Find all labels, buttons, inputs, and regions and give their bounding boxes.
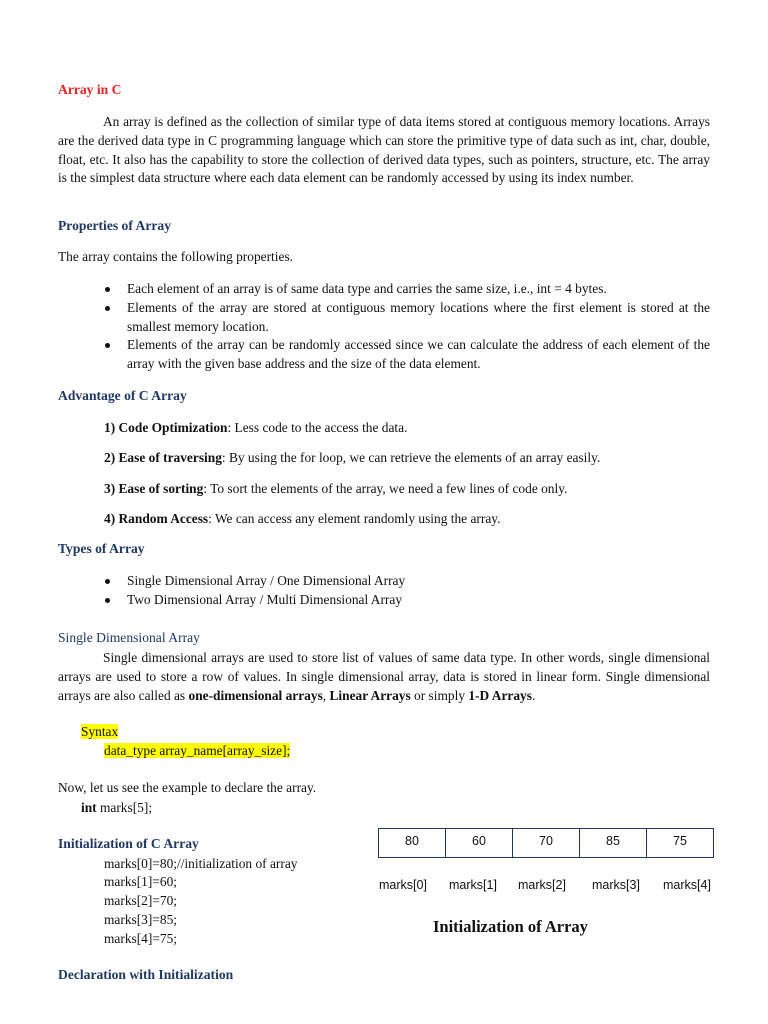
list-item: Elements of the array are stored at contiguous memory locations where the first element is stored at the smallest memory location. <box>58 299 710 337</box>
syntax-code-text: data_type array_name[array_size]; <box>104 743 291 758</box>
code-text: marks[5]; <box>96 800 153 815</box>
array-cell: 70 <box>512 828 580 858</box>
example-lead: Now, let us see the example to declare the array. <box>58 780 317 795</box>
init-line: marks[2]=70; <box>104 893 178 908</box>
advantage-item <box>104 480 567 498</box>
advantage-term: 3) Ease of sorting <box>104 481 204 496</box>
declaration-with-initialization-heading: Declaration with Initialization <box>58 967 234 982</box>
init-line: marks[4]=75; <box>104 931 178 946</box>
advantage-term: 2) Ease of traversing <box>104 450 222 465</box>
advantage-item <box>104 510 500 528</box>
paragraph-text: , <box>322 687 330 703</box>
init-line: marks[0]=80;//initialization of array <box>104 856 298 871</box>
advantage-item <box>104 449 600 467</box>
syntax-label <box>81 723 118 742</box>
properties-heading: Properties of Array <box>58 218 171 233</box>
advantage-text: : We can access any element randomly using the array. <box>208 511 501 526</box>
array-index-label: marks[3] <box>592 878 640 892</box>
paragraph-text: . <box>531 687 536 703</box>
types-heading: Types of Array <box>58 541 145 556</box>
paragraph-text: Single dimensional arrays are used to store list of values of same data type. In other words, single dimensional arrays are used to store a row of values. In single dimensional array, data is stored in linear form. Single dimensional arrays are also called as <box>58 650 710 703</box>
array-diagram <box>378 828 714 858</box>
advantage-term: 4) Random Access <box>104 511 209 526</box>
initialization-heading: Initialization of C Array <box>58 836 199 851</box>
diagram-caption: Initialization of Array <box>433 917 588 936</box>
bold-term: 1-D Arrays <box>468 687 532 703</box>
single-dimensional-heading: Single Dimensional Array <box>58 630 200 645</box>
list-item: Two Dimensional Array / Multi Dimensional Array <box>58 591 710 610</box>
array-cell: 60 <box>445 828 513 858</box>
array-index-label: marks[4] <box>663 878 711 892</box>
advantage-text: : By using the for loop, we can retrieve the elements of an array easily. <box>221 450 601 465</box>
syntax-label-text: Syntax <box>81 724 119 739</box>
advantage-text: : To sort the elements of the array, we need a few lines of code only. <box>203 481 568 496</box>
array-index-label: marks[1] <box>449 878 497 892</box>
keyword: int <box>81 800 97 815</box>
advantage-term: 1) Code Optimization <box>104 420 228 435</box>
advantages-heading: Advantage of C Array <box>58 388 187 403</box>
syntax-code <box>104 742 290 761</box>
array-cell: 85 <box>579 828 647 858</box>
list-item: Each element of an array is of same data type and carries the same size, i.e., int = 4 bytes. <box>58 280 710 299</box>
bold-term: Linear Arrays <box>329 687 411 703</box>
array-index-label: marks[2] <box>518 878 566 892</box>
array-cell: 80 <box>378 828 446 858</box>
declaration-code <box>81 799 152 818</box>
single-dimensional-paragraph <box>58 649 710 705</box>
advantage-text: : Less code to the access the data. <box>227 420 408 435</box>
init-line: marks[1]=60; <box>104 874 178 889</box>
list-item: Elements of the array can be randomly accessed since we can calculate the address of each element of the array with the given base address and the size of the data element. <box>58 336 710 374</box>
intro-paragraph: An array is defined as the collection of similar type of data items stored at contiguous memory locations. Arrays are the derived data type in C programming language which can store the primitive type of data such as int, char, double, float, etc. It also has the capability to store the collection of derived data types, such as pointers, structure, etc. The array is the simplest data structure where each data element can be randomly accessed by using its index number. <box>58 114 710 186</box>
paragraph-text: or simply <box>410 687 469 703</box>
bold-term: one-dimensional arrays <box>188 687 323 703</box>
properties-lead: The array contains the following properties. <box>58 249 294 264</box>
types-list <box>58 572 710 610</box>
array-cell: 75 <box>646 828 714 858</box>
init-line: marks[3]=85; <box>104 912 178 927</box>
array-index-label: marks[0] <box>379 878 427 892</box>
advantage-item <box>104 419 407 437</box>
page-title: Array in C <box>58 82 122 97</box>
list-item: Single Dimensional Array / One Dimensional Array <box>58 572 710 591</box>
properties-list <box>58 280 710 374</box>
